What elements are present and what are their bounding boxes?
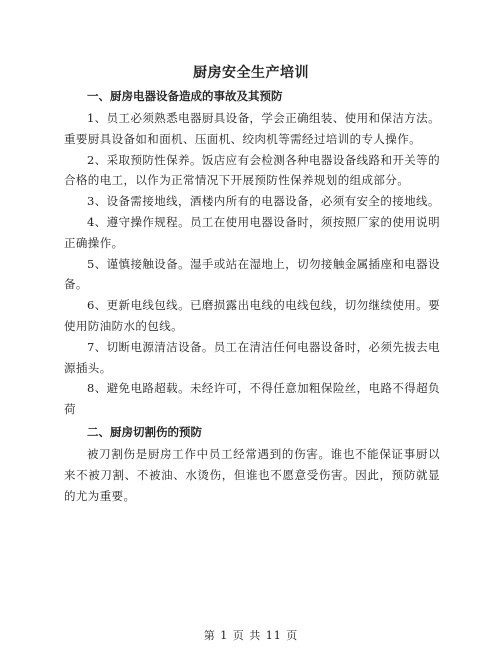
paragraph: 4、遵守操作规程。员工在使用电器设备时，须按照厂家的使用说明正确操作。 bbox=[64, 214, 440, 250]
section-cuts bbox=[64, 420, 440, 506]
paragraph: 6、更新电线包线。已磨损露出电线的电线包线，切勿继续使用。要使用防油防水的包线。 bbox=[64, 298, 440, 333]
document-title: 厨房安全生产培训 bbox=[193, 65, 309, 81]
paragraph: 8、避免电路超载。未经许可，不得任意加粗保险丝，电路不得超负荷 bbox=[64, 381, 440, 417]
paragraph: 7、切断电源清洁设备。员工在清洁任何电器设备时，必须先拔去电源插头。 bbox=[64, 339, 440, 375]
paragraph: 5、谨慎接触设备。湿手或站在湿地上，切勿接触金属插座和电器设备。 bbox=[64, 256, 440, 292]
paragraph: 1、员工必须熟悉电器厨具设备，学会正确组装、使用和保洁方法。重要厨具设备如和面机、压面机、绞肉机等需经过培训的专人操作。 bbox=[64, 111, 440, 146]
paragraph: 2、采取预防性保养。饭店应有会检测各种电器设备线路和开关等的合格的电工，以作为正常情况下开展预防性保养规划的组成部分。 bbox=[64, 152, 440, 188]
paragraph: 3、设备需接地线，酒楼内所有的电器设备，必须有安全的接地线。 bbox=[87, 194, 440, 209]
section-heading: 二、厨房切割伤的预防 bbox=[87, 424, 202, 439]
page-footer: 第 1 页 共 11 页 bbox=[203, 629, 299, 642]
section-electrical bbox=[64, 84, 440, 420]
section-heading: 一、厨房电器设备造成的事故及其预防 bbox=[87, 89, 283, 103]
document-body bbox=[64, 84, 440, 506]
paragraph: 被刀割伤是厨房工作中员工经常遇到的伤害。谁也不能保证事厨以来不被刀割、不被油、水烫伤，但谁也不愿意受伤害。因此，预防就显的尤为重要。 bbox=[64, 446, 440, 503]
